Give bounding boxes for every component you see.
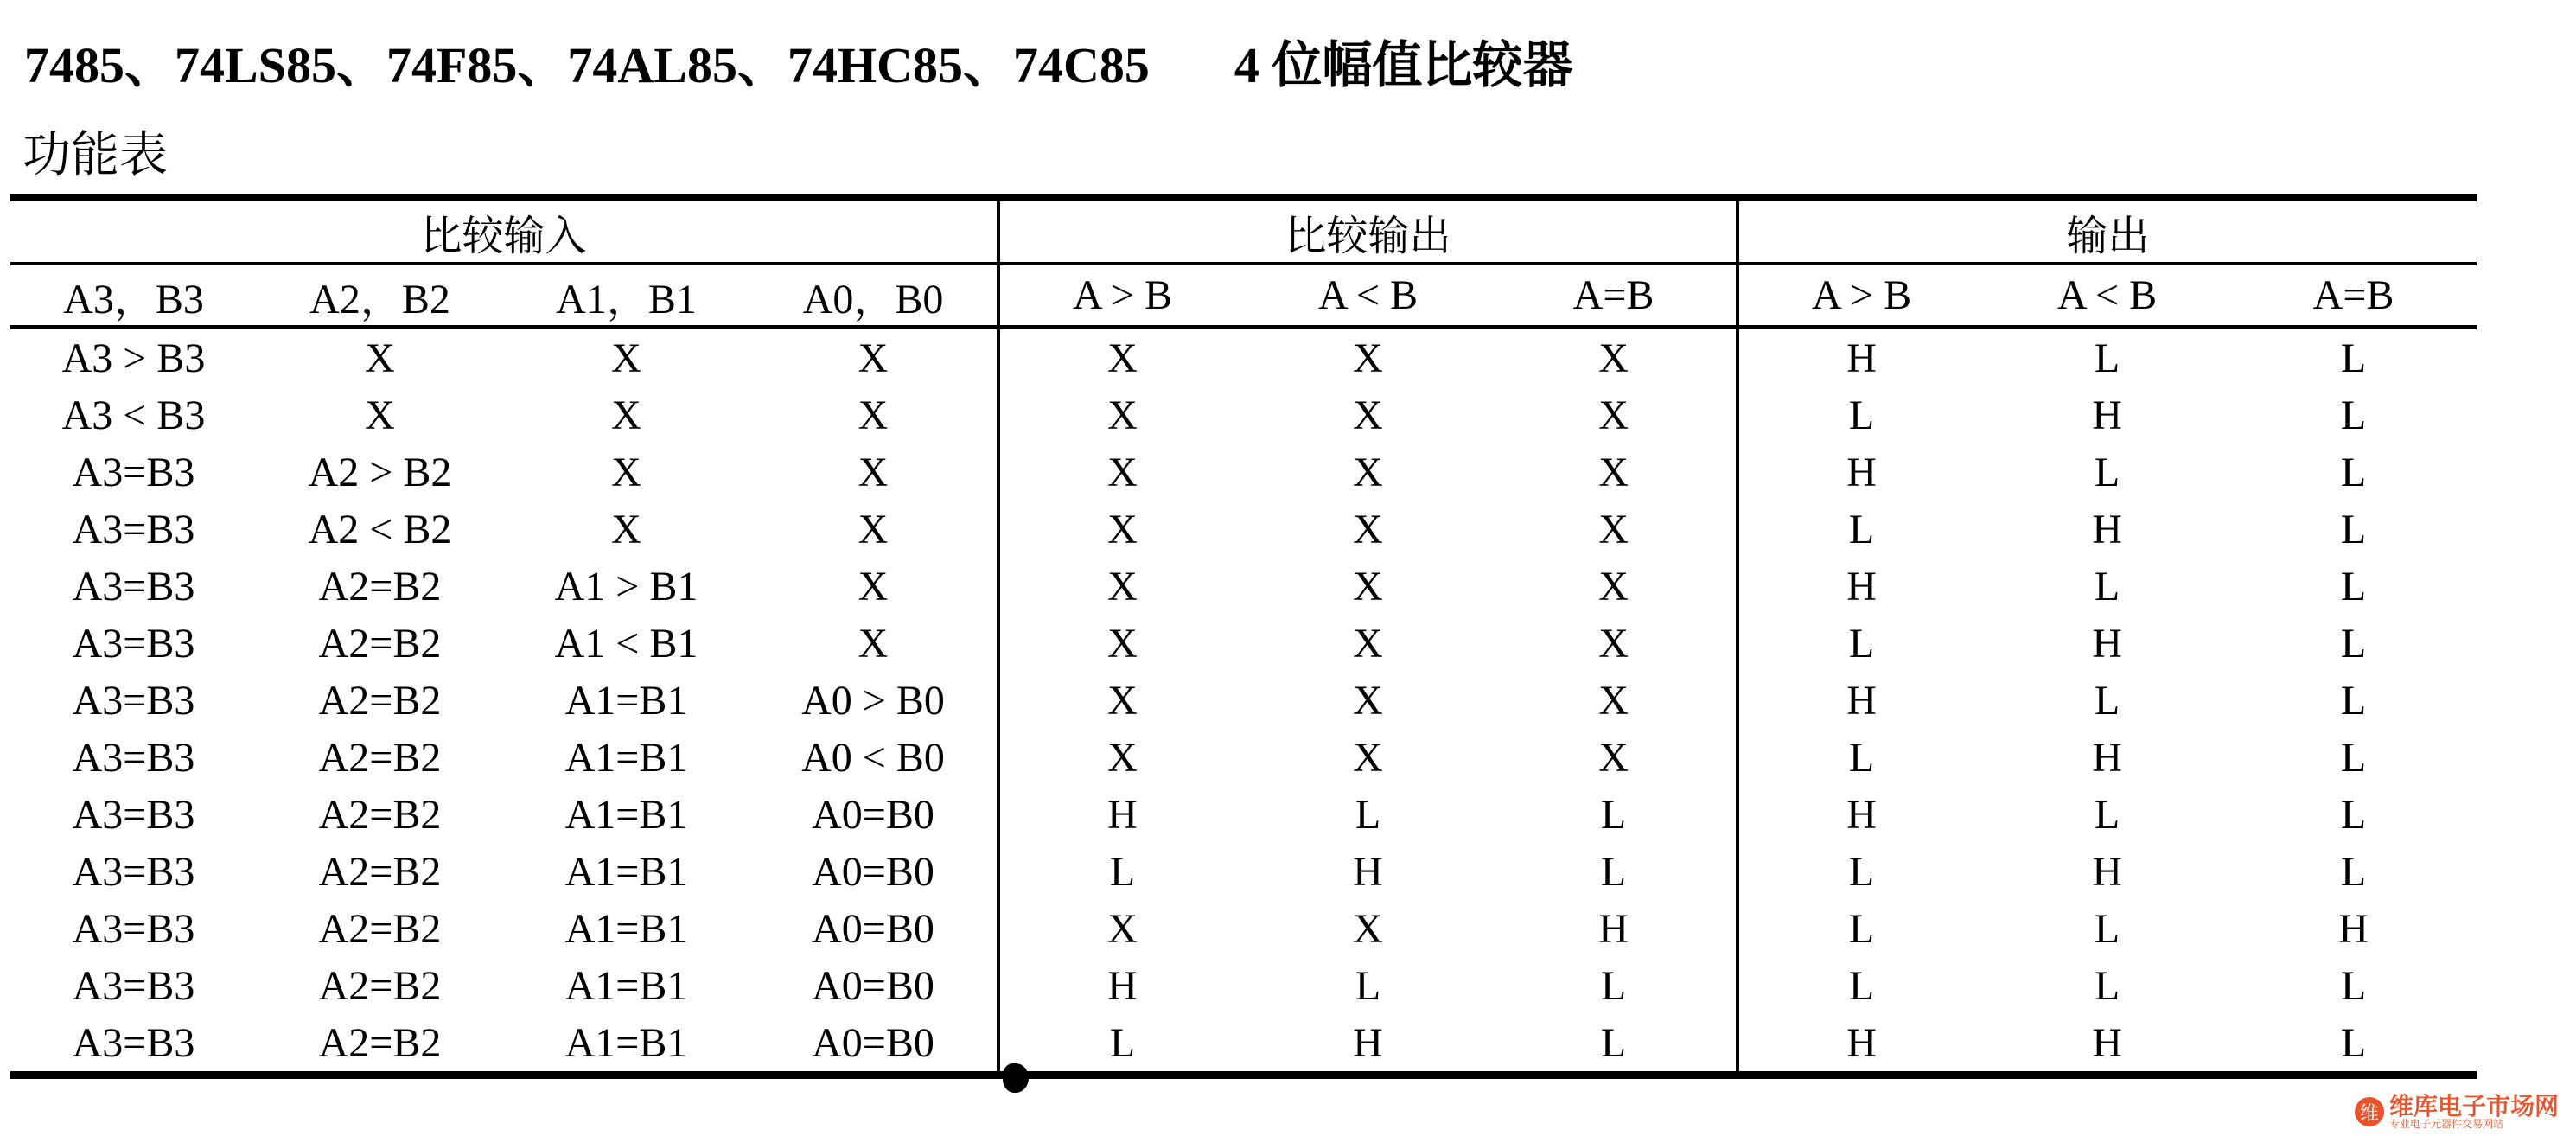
table-row	[10, 900, 2477, 957]
watermark-logo-icon: 维	[2355, 1097, 2384, 1126]
table-cell: X	[1107, 392, 1138, 438]
table-cell: A3=B3	[72, 905, 195, 952]
table-cell: L	[2340, 791, 2367, 838]
table-cell: X	[1491, 501, 1738, 558]
table-cell: X	[1107, 449, 1138, 495]
table-cell: X	[1353, 563, 1383, 609]
part-numbers: 7485、74LS85、74F85、74AL85、74HC85、74C85	[24, 37, 1150, 93]
table-cell: L	[2340, 848, 2367, 895]
table-cell: L	[2340, 449, 2367, 495]
table-cell: H	[2338, 905, 2369, 952]
table-cell: A2=B2	[318, 563, 442, 609]
table-cell: L	[2094, 449, 2120, 495]
table-cell: X	[749, 501, 998, 558]
table-cell: X	[1107, 620, 1138, 667]
table-cell: X	[1491, 386, 1738, 444]
function-table-container	[10, 194, 2472, 1079]
table-cell: L	[2230, 1014, 2477, 1075]
table-cell: H	[1107, 962, 1138, 1009]
table-row	[10, 786, 2477, 843]
table-cell: A1=B1	[564, 791, 688, 838]
table-cell: X	[611, 506, 641, 552]
table-cell: H	[2092, 506, 2122, 552]
table-cell: A3=B3	[72, 734, 195, 781]
document-title	[24, 24, 1572, 97]
table-cell: H	[2092, 848, 2122, 895]
section-heading: 功能表	[22, 127, 168, 183]
table-cell: X	[1107, 734, 1138, 781]
table-cell: A3=B3	[72, 677, 195, 724]
table-cell: H	[1846, 677, 1877, 724]
table-row	[10, 615, 2477, 672]
table-cell: L	[2094, 791, 2120, 838]
table-cell: L	[2340, 392, 2367, 438]
table-cell: A3=B3	[10, 1014, 257, 1075]
table-cell: A3 > B3	[61, 335, 206, 381]
column-header: A1，B1	[503, 264, 749, 328]
table-cell: A2=B2	[318, 677, 442, 724]
table-row	[10, 1014, 2477, 1075]
table-cell: X	[1353, 905, 1383, 952]
table-cell: X	[1353, 734, 1383, 781]
table-cell: X	[1353, 506, 1383, 552]
group-header-cascade-inputs: 比较输出	[998, 198, 1738, 265]
column-header: A > B	[1738, 264, 1984, 328]
table-cell: A1=B1	[564, 905, 688, 952]
table-cell: A2=B2	[318, 734, 442, 781]
table-row	[10, 957, 2477, 1014]
table-row	[10, 843, 2477, 900]
column-header: A3，B3	[10, 264, 257, 328]
table-cell: X	[1353, 449, 1383, 495]
table-row	[10, 328, 2477, 387]
column-header-row	[10, 264, 2477, 328]
table-cell: H	[1491, 900, 1738, 957]
table-cell: L	[2340, 506, 2367, 552]
group-header-row	[10, 198, 2477, 265]
table-cell: L	[1848, 962, 1875, 1009]
table-cell: H	[1738, 1014, 1984, 1075]
table-cell: X	[1107, 506, 1138, 552]
table-cell: H	[1353, 848, 1383, 895]
table-row	[10, 444, 2477, 501]
column-header: A > B	[998, 264, 1245, 328]
table-cell: X	[749, 444, 998, 501]
table-cell: L	[2340, 734, 2367, 781]
table-cell: A0 > B0	[749, 672, 998, 729]
table-cell: X	[1491, 558, 1738, 615]
table-cell: X	[1107, 677, 1138, 724]
table-cell: X	[1353, 392, 1383, 438]
table-cell: A3 < B3	[61, 392, 206, 438]
table-cell: L	[2340, 962, 2367, 1009]
table-cell: X	[1353, 620, 1383, 667]
table-cell: X	[749, 328, 998, 387]
table-cell: X	[1491, 729, 1738, 786]
table-cell: A3=B3	[72, 620, 195, 667]
table-cell: L	[2094, 905, 2120, 952]
watermark-text: 维库电子市场网	[2388, 1092, 2559, 1120]
table-cell: H	[2092, 734, 2122, 781]
table-cell: A0=B0	[749, 843, 998, 900]
function-table	[10, 194, 2477, 1079]
table-cell: H	[1107, 791, 1138, 838]
table-cell: H	[1846, 335, 1877, 381]
table-cell: A0=B0	[749, 957, 998, 1014]
table-cell: L	[1848, 506, 1875, 552]
table-cell: A2=B2	[318, 791, 442, 838]
table-cell: L	[2094, 563, 2120, 609]
table-row	[10, 672, 2477, 729]
table-cell: A3=B3	[72, 962, 195, 1009]
table-cell: A1=B1	[503, 1014, 749, 1075]
table-cell: X	[1353, 677, 1383, 724]
table-cell: X	[749, 386, 998, 444]
table-cell: X	[1107, 335, 1138, 381]
table-cell: X	[749, 615, 998, 672]
table-cell: L	[1848, 392, 1875, 438]
table-cell: A3=B3	[72, 449, 195, 495]
table-cell: A1=B1	[564, 962, 688, 1009]
table-cell: X	[1491, 328, 1738, 387]
table-row	[10, 501, 2477, 558]
table-cell: L	[2094, 962, 2120, 1009]
table-row	[10, 729, 2477, 786]
watermark-subtext: 专业电子元器件交易网站	[2388, 1118, 2503, 1130]
table-row	[10, 386, 2477, 444]
column-header: A=B	[2230, 264, 2477, 328]
table-cell: A1 < B1	[554, 620, 698, 667]
table-cell: A1=B1	[564, 848, 688, 895]
table-cell: L	[2340, 677, 2367, 724]
table-cell: L	[2094, 677, 2120, 724]
table-cell: X	[1107, 563, 1138, 609]
table-cell: A0 < B0	[749, 729, 998, 786]
table-cell: X	[749, 558, 998, 615]
table-cell: A2=B2	[318, 848, 442, 895]
column-header: A2，B2	[257, 264, 503, 328]
table-cell: L	[1491, 843, 1738, 900]
table-cell: L	[1109, 848, 1136, 895]
table-cell: L	[1848, 848, 1875, 895]
table-cell: A1 > B1	[554, 563, 698, 609]
ink-blot	[1003, 1063, 1029, 1093]
table-cell: A2=B2	[257, 1014, 503, 1075]
table-cell: A0=B0	[749, 1014, 998, 1075]
table-cell: L	[1848, 734, 1875, 781]
table-cell: X	[1353, 335, 1383, 381]
table-row	[10, 558, 2477, 615]
table-cell: A3=B3	[72, 563, 195, 609]
table-cell: A2 > B2	[308, 449, 452, 495]
table-cell: L	[1355, 791, 1381, 838]
table-cell: X	[611, 392, 641, 438]
table-cell: H	[1984, 1014, 2230, 1075]
column-header: A=B	[1491, 264, 1738, 328]
table-cell: A3=B3	[72, 506, 195, 552]
table-cell: X	[611, 335, 641, 381]
column-header: A < B	[1245, 264, 1491, 328]
column-header: A < B	[1984, 264, 2230, 328]
table-cell: X	[1107, 905, 1138, 952]
table-cell: L	[2094, 335, 2120, 381]
table-cell: A2=B2	[318, 905, 442, 952]
table-cell: A1=B1	[564, 677, 688, 724]
group-header-compare-inputs: 比较输入	[10, 198, 998, 265]
table-cell: L	[1848, 620, 1875, 667]
table-cell: L	[1848, 905, 1875, 952]
table-cell: H	[1846, 563, 1877, 609]
table-cell: A2=B2	[318, 962, 442, 1009]
table-cell: A2 < B2	[308, 506, 452, 552]
table-cell: H	[2092, 392, 2122, 438]
table-cell: L	[998, 1014, 1245, 1075]
table-cell: H	[1846, 791, 1877, 838]
table-cell: X	[365, 392, 395, 438]
table-cell: L	[1491, 957, 1738, 1014]
table-cell: L	[1491, 786, 1738, 843]
table-cell: H	[1846, 449, 1877, 495]
watermark	[2355, 1092, 2559, 1130]
table-cell: L	[2340, 563, 2367, 609]
table-cell: X	[1491, 672, 1738, 729]
table-cell: A2=B2	[318, 620, 442, 667]
table-cell: X	[611, 449, 641, 495]
table-cell: X	[1491, 444, 1738, 501]
table-cell: A1=B1	[564, 734, 688, 781]
table-cell: H	[2092, 620, 2122, 667]
table-cell: L	[1355, 962, 1381, 1009]
group-header-outputs: 输出	[1738, 198, 2477, 265]
part-description: 4 位幅值比较器	[1234, 37, 1573, 93]
table-cell: H	[1245, 1014, 1491, 1075]
table-body	[10, 328, 2477, 1075]
table-cell: L	[2340, 620, 2367, 667]
table-cell: L	[2340, 335, 2367, 381]
column-header: A0，B0	[749, 264, 998, 328]
table-cell: A0=B0	[749, 786, 998, 843]
table-cell: X	[365, 335, 395, 381]
table-cell: L	[1491, 1014, 1738, 1075]
table-cell: A3=B3	[72, 791, 195, 838]
table-cell: X	[1491, 615, 1738, 672]
table-cell: A3=B3	[72, 848, 195, 895]
table-cell: A0=B0	[749, 900, 998, 957]
